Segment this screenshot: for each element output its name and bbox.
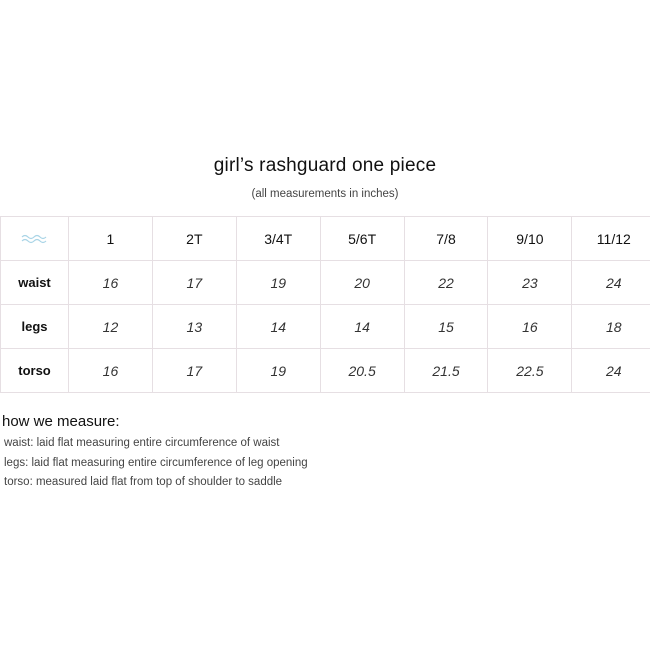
row-label: waist — [1, 261, 69, 305]
size-header: 9/10 — [488, 217, 572, 261]
table-cell: 20.5 — [320, 349, 404, 393]
size-chart-table — [0, 216, 650, 393]
size-header: 7/8 — [404, 217, 488, 261]
size-header: 11/12 — [572, 217, 650, 261]
table-cell: 24 — [572, 261, 650, 305]
row-label: torso — [1, 349, 69, 393]
table-cell: 24 — [572, 349, 650, 393]
table-cell: 17 — [152, 261, 236, 305]
table-cell: 22.5 — [488, 349, 572, 393]
table-cell: 20 — [320, 261, 404, 305]
table-cell: 16 — [69, 261, 153, 305]
table-cell: 18 — [572, 305, 650, 349]
page-subtitle: (all measurements in inches) — [251, 188, 399, 200]
table-cell: 15 — [404, 305, 488, 349]
table-cell: 19 — [236, 261, 320, 305]
table-cell: 22 — [404, 261, 488, 305]
size-header: 2T — [152, 217, 236, 261]
how-we-measure-section — [2, 413, 642, 493]
wave-icon — [1, 217, 69, 261]
table-cell: 19 — [236, 349, 320, 393]
table-cell: 17 — [152, 349, 236, 393]
size-header: 5/6T — [320, 217, 404, 261]
table-cell: 14 — [236, 305, 320, 349]
table-cell: 16 — [488, 305, 572, 349]
how-we-measure-heading: how we measure: — [2, 413, 120, 430]
row-label: legs — [1, 305, 69, 349]
table-cell: 16 — [69, 349, 153, 393]
table-row-waist — [1, 261, 650, 305]
table-cell: 14 — [320, 305, 404, 349]
measure-note-torso: torso: measured laid flat from top of shoulder to saddle — [4, 476, 283, 488]
page-title: girl’s rashguard one piece — [213, 155, 437, 176]
table-header-row — [1, 217, 650, 261]
table-row-legs — [1, 305, 650, 349]
table-cell: 13 — [152, 305, 236, 349]
size-header: 1 — [69, 217, 153, 261]
table-row-torso — [1, 349, 650, 393]
table-cell: 23 — [488, 261, 572, 305]
size-header: 3/4T — [236, 217, 320, 261]
measure-note-waist: waist: laid flat measuring entire circumference of waist — [4, 437, 280, 449]
measure-note-legs: legs: laid flat measuring entire circumference of leg opening — [4, 456, 308, 469]
table-cell: 21.5 — [404, 349, 488, 393]
table-cell: 12 — [69, 305, 153, 349]
